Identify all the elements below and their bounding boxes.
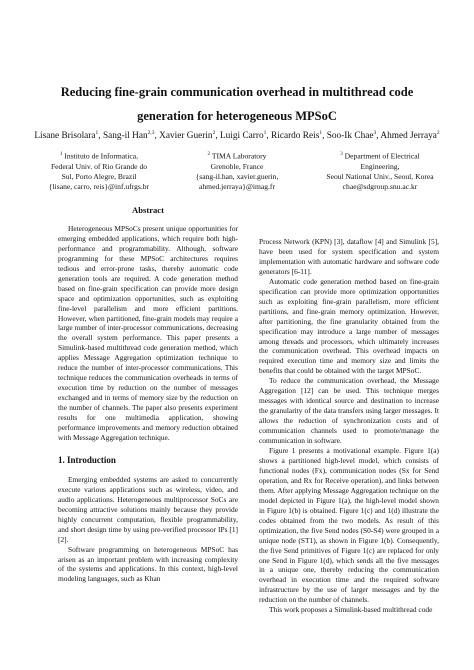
introduction-heading: 1. Introduction — [58, 454, 116, 465]
paragraph: Figure 1 presents a motivational example. Figure 1(a) shows a partitioned high-level model, which consists of functional nodes (Fx), communication nodes (Sx for Send operation, and Rx for Receive operation), and links between them. After applying Message Aggregation technique on the model depicted in Figure 1(a), the high-level model shown in Figure 1(b) is obtained. Figure 1(c) and 1(d) illustrate the codes obtained from the two models. As result of this optimization, the five Send nodes (S0-S4) were grouped in a unique node (ST1), as shown in Figure 1(b). Consequently, the five Send primitives of Figure 1(c) are replaced for only one Send in Figure 1(d), which sends all the five messages in a unique one, thereby reducing the communication overhead in execution time and the required software infrastructure by the use of larger messages and by the reduction on the number of channels. — [259, 446, 439, 605]
author: Soo-Ik Chae$^3$, — [326, 130, 381, 142]
affiliation-2: $^2$ TIMA Laboratory Grenoble, France {sang-il.han, xavier.guerin, ahmed.jerraya}@imag.fr — [195, 151, 279, 192]
abstract-text: Heterogeneous MPSoCs present unique opportunities for emerging embedded applications, which require both high-performance and programmability. Although, software programming for these MPSoC architectures requires tedious and error-prone tasks, thereby automatic code generation tools are required. A code generation method based on fine-grain specification can provide more design space and optimization opportunities, such as exploiting fine-level parallelism and more efficient partitions. However, when partitioned, fine-grain models may require a large number of inter-processor communications, decreasing the overall system performance. This paper presents a Simulink-based multithread code generation method, which applies Message Aggregation optimization technique to reduce the number of inter-processor communications. This technique reduces the communication overheads in terms of execution time by reduction on the number of messages exchanged and in terms of memory size by the reduction on the number of channels. The paper also presents experiment results for one multimedia application, showing performance improvements and memory reduction obtained with Message Aggregation technique. — [58, 223, 238, 442]
paragraph: Software programming on heterogeneous MPSoC has arisen as an important problem with increasing complexity of the systems and applications. In this context, high-level modeling languages, such as Khan — [58, 544, 238, 584]
author: Xavier Guerin$^2$, — [159, 130, 220, 142]
right-column — [259, 237, 439, 615]
author: Luigi Carro$^1$, — [219, 130, 272, 142]
paragraph: Process Network (KPN) [3], dataflow [4] and Simulink [5], have been used for system specification and system implementation with automatic hardware and software code generators [6-11]. — [259, 237, 439, 276]
title-line-2: generation for heterogeneous MPSoC — [137, 109, 337, 123]
affiliation-3: $^3$ Department of Electrical Engineering, Seoul National Univ., Seoul, Korea chae@sdgroup.snu.ac.kr — [326, 151, 434, 192]
author: Lisane Brisolara$^1$, — [34, 130, 103, 142]
abstract-heading: Abstract — [132, 205, 164, 215]
paragraph: This work proposes a Simulink-based multithread code — [269, 605, 433, 615]
paragraph: Emerging embedded systems are asked to concurrently execute various applications such as wireless, video, and audio applications. Heterogeneous multiprocessor SoCs are becoming attractive solutions mainly because they provide highly concurrent computation, flexible programmability, and short design time by using pre-verified processor IPs [1][2]. — [58, 474, 238, 544]
author: Ricardo Reis$^1$, — [271, 130, 327, 142]
affiliation-1: $^1$ Instituto de Informatica, Federal Univ. of Rio Grande do Sul, Porto Alegre, Brazil {lisane, carro, reis}@inf.ufrgs.br — [48, 151, 150, 192]
author: Sang-il Han$^{2,3}$, — [102, 130, 160, 142]
author-list — [20, 130, 454, 141]
paragraph: Automatic code generation method based on fine-grain specification can provide more optimization opportunities such as exploiting fine-grain parallelism, more efficient partitions, and fine-grain memory optimization. However, after partitioning, the fine granularity obtained from the specification may introduce a large number of messages among threads and processors, which ultimately increases the communication overhead. This overhead impacts on required execution time and memory size and limits the benefits that could be obtained with the target MPSoC. — [259, 276, 439, 376]
author: Ahmed Jerraya$^2$ — [380, 130, 440, 142]
paragraph: To reduce the communication overhead, the Message Aggregation [12] can be used. This technique merges messages with identical source and destination to increase the granularity of the data transfers using larger messages. It allows the reduction of synchronization costs and of communication channels used to promote/manage the communication in software. — [259, 376, 439, 446]
paper-title — [30, 80, 444, 128]
left-column — [58, 206, 238, 584]
title-line-1: Reducing fine-grain communication overhead in multithread code — [60, 85, 414, 99]
